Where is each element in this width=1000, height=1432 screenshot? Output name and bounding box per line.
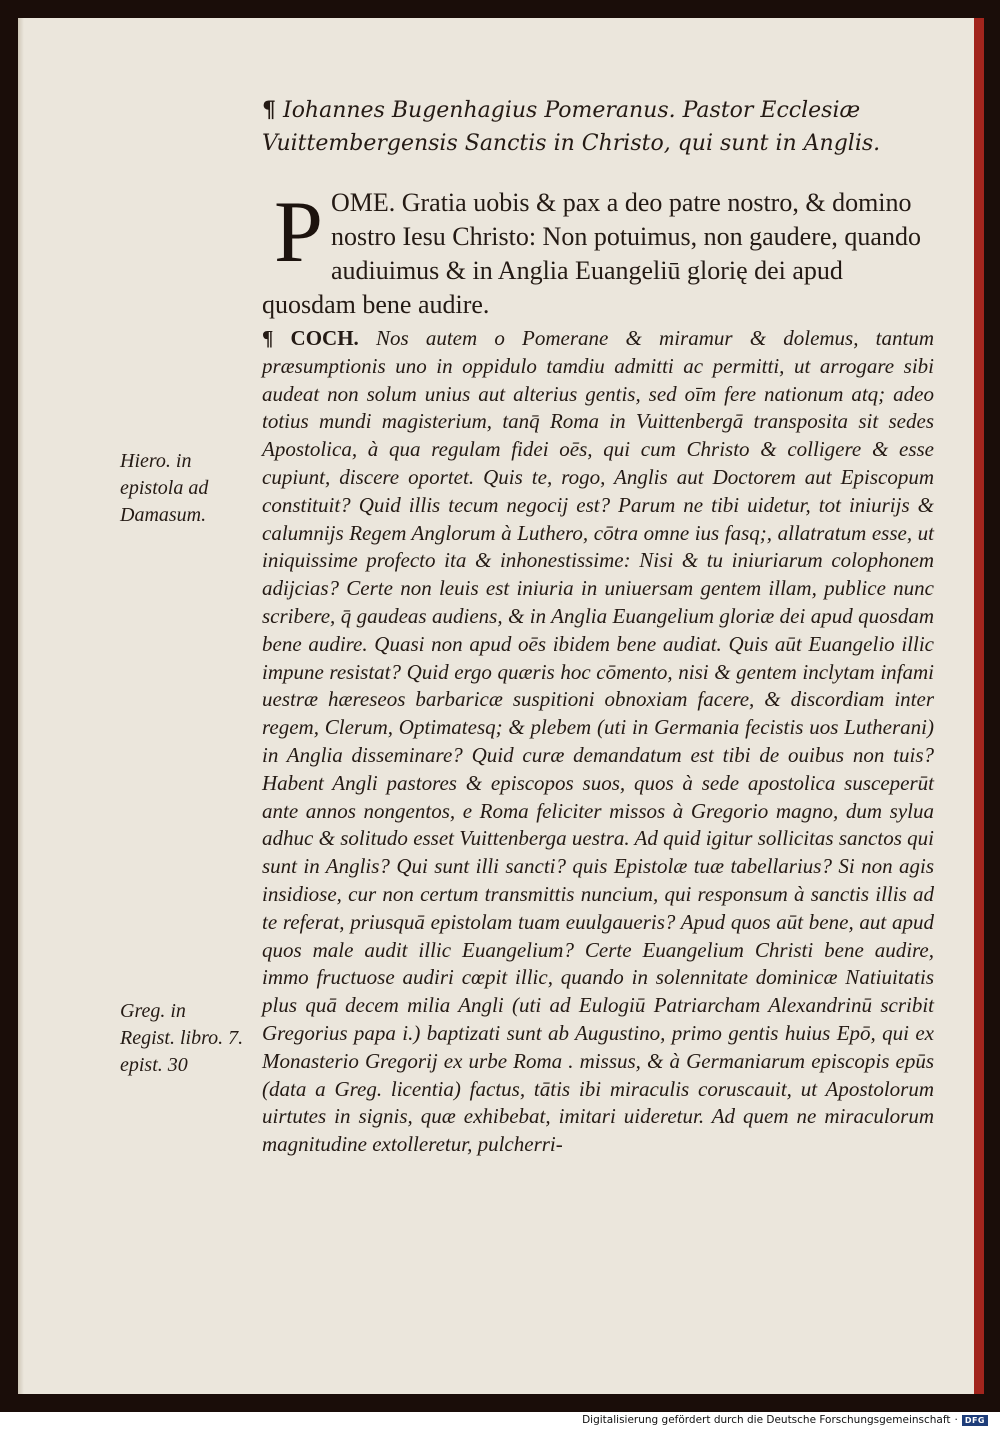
- body-paragraph-text: Nos autem o Pomerane & miramur & dolemus, tantum præsumptionis uno in oppidulo tamdiu admitti ac permitti, ut arrogare sibi audeat non solum unius aut alterius gentis, sed oīm fere nationum atq; adeo totius mundi magisterium, tanq̄ Roma in Vuittenbergā transposita sit sedes Apostolica, à qua regulam fidei oēs, qui cum Christo & colligere & esse cupiunt, discere oportet. Quis te, rogo, Anglis aut Doctorem aut Episcopum constituit? Quid illis tecum negocij est? Parum ne tibi uidetur, tot iniurijs & calumnijs Regem Anglorum à Luthero, cōtra omne ius fasq;, allatratum esse, ut iniquissime profecto ita & inhonestissime: Nisi & tu iniuriarum colophonem adijcias? Certe non leuis est iniuria in uniuersam gentem illam, publice nunc scribere, q̄ gaudeas audiens, & in Anglia Euangelium gloriæ dei apud quosdam bene audire. Quasi non apud oēs ibidem bene audiat. Quis aūt Euangelio illic impune resistat? Quid ergo quæris hoc cōmento, nisi & gentem inclytam infami uestræ hæreseos barbaricæ suspitioni obnoxiam facere, & discordiam inter regem, Clerum, Optimatesq; & plebem (uti in Germania fecistis uos Lutherani) in Anglia disseminare? Quid curæ demandatum est tibi de ouibus non tuis? Habent Angli pastores & episcopos suos, quos à sede apostolica susceperūt ante annos nongentos, e Roma feliciter missos à Gregorio magno, dum sylua adhuc & solitudo esset Vuittenberga uestra. Ad quid igitur sollicitas sanctos qui sunt in Anglis? Qui sunt illi sancti? quis Epistolæ tuæ tabellarius? Si non agis insidiose, cur non certum transmittis nuncium, qui responsum à sanctis illis ad te referat, priusquā epistolam tuam euulgaueris? Apud quos aūt bene, aut apud quos male audit illic Euangelium? Certe Euangelium Christi bene audire, immo fructuose audiri cœpit illic, quando in solennitate dominicæ Natiuitatis plus quā decem milia Angli (uti ad Eulogiū Patriarcham Alexandrinū scribit Gregorius papa i.) baptizati sunt ab Augustino, primo gentis huius Epō, qui ex Monasterio Gregorij ex urbe Roma . missus, & à Germaniarum episcopis epūs (data a Greg. licentia) factus, tātis ibi miraculis coruscauit, ut Apostolorum uirtutes in signis, quæ exhibebat, imitari uideretur. Ad quem ne miraculorum magnitudine extolleretur, pulcherri-: [262, 326, 934, 1157]
- dfg-logo: DFG: [962, 1415, 988, 1426]
- margin-note-gregorius: Greg. in Regist. libro. 7. epist. 30: [120, 1000, 244, 1076]
- speaker-lead: ¶ COCH.: [262, 326, 359, 350]
- footer-separator: ·: [954, 1414, 958, 1426]
- letter-header: [262, 94, 922, 160]
- digitization-footer: [582, 1414, 988, 1426]
- address-text: OME. Gratia uobis & pax a deo patre nostro, & domino nostro Iesu Christo: Non potuimus, non gaudere, quando audiuimus & in Anglia Euangeliū glorię dei apud quosdam bene audire.: [262, 188, 921, 319]
- footer-text: Digitalisierung gefördert durch die Deutsche Forschungsgemeinschaft: [582, 1414, 951, 1426]
- body-text: [262, 325, 934, 1159]
- drop-capital: P: [274, 184, 323, 281]
- page-edge: [18, 18, 24, 1394]
- header-text: Iohannes Bugenhagius Pomeranus. Pastor Ecclesiæ Vuittembergensis Sanctis in Christo, qui sunt in Anglis.: [262, 98, 881, 156]
- address-paragraph: [262, 186, 930, 322]
- body-paragraph: [262, 325, 934, 1159]
- margin-note-hieronymus: Hiero. in epistola ad Damasum.: [120, 450, 209, 526]
- pilcrow-mark: ¶: [262, 97, 276, 123]
